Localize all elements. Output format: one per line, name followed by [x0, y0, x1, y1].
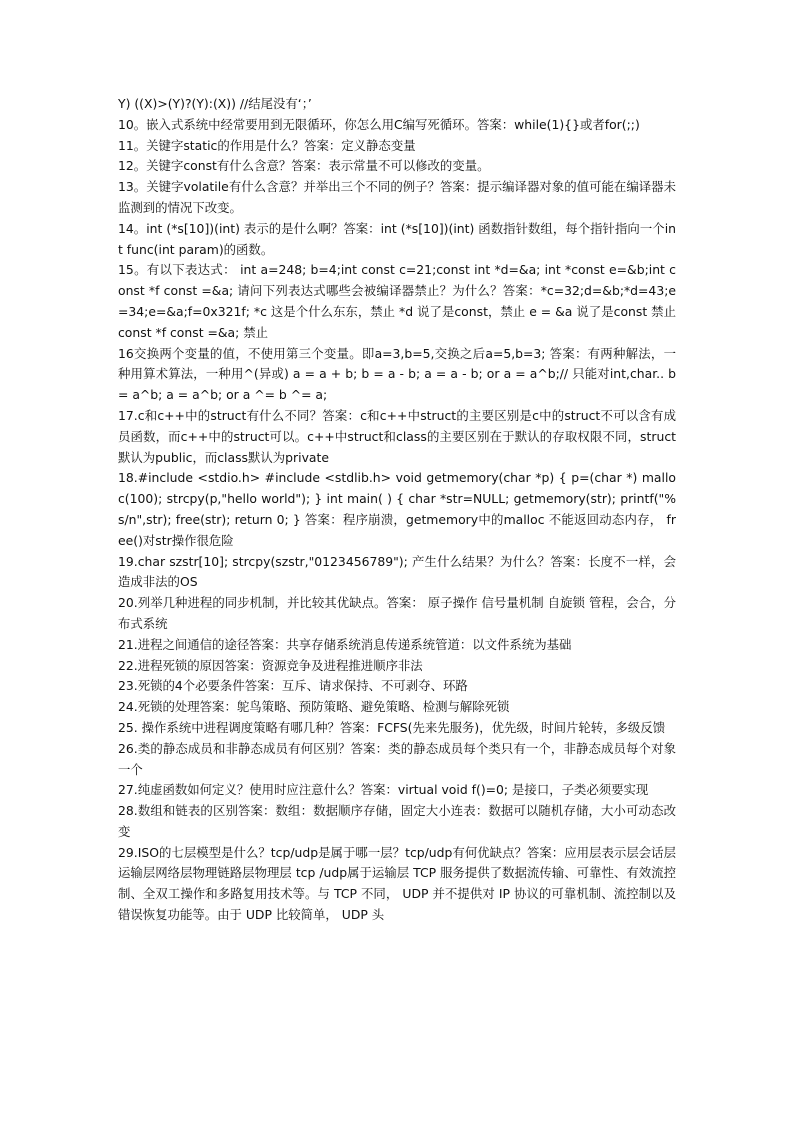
question-14: 14。int (*s[10])(int) 表示的是什么啊？答案：int (*s[10])(int) 函数指针数组，每个指针指向一个int func(int param)的函数。	[118, 220, 676, 257]
question-12: 12。关键字const有什么含意？答案：表示常量不可以修改的变量。	[118, 158, 490, 174]
question-29: 29.ISO的七层模型是什么？tcp/udp是属于哪一层？tcp/udp有何优缺点？答案：应用层表示层会话层运输层网络层物理链路层物理层 tcp /udp属于运输层 TCP 服务提供了数据流传输、可靠性、有效流控制、全双工操作和多路复用技术等。与 TCP 不同， UDP 并不提供对 IP 协议的可靠机制、流控制以及错误恢复功能等。由于 UDP 比较简单， UDP 头	[118, 844, 676, 923]
text-line: Y) ((X)>(Y)?(Y):(X)) //结尾没有‘；’	[118, 96, 312, 111]
document-page	[118, 94, 676, 926]
question-18: 18.#include <stdio.h> #include <stdlib.h> void getmemory(char *p) { p=(char *) malloc(100); strcpy(p,"hello world"); } int main( ) { char *str=NULL; getmemory(str); printf("%s/n",str); free(str); return 0; } 答案：程序崩溃，getmemory中的malloc 不能返回动态内存， free()对str操作很危险	[118, 470, 676, 548]
question-26: 26.类的静态成员和非静态成员有何区别？答案：类的静态成员每个类只有一个，非静态成员每个对象一个	[118, 740, 676, 777]
question-17: 17.c和c++中的struct有什么不同？答案：c和c++中struct的主要区别是c中的struct不可以含有成员函数，而c++中的struct可以。c++中struct和class的主要区别在于默认的存取权限不同，struct默认为public，而class默认为private	[118, 407, 676, 465]
question-27: 27.纯虚函数如何定义？使用时应注意什么？答案：virtual void f()=0; 是接口，子类必须要实现	[118, 782, 649, 798]
question-28: 28.数组和链表的区别答案：数组：数据顺序存储，固定大小连表：数据可以随机存储，大小可动态改变	[118, 803, 676, 839]
question-19: 19.char szstr[10]; strcpy(szstr,"0123456789"); 产生什么结果？为什么？答案：长度不一样，会造成非法的OS	[118, 553, 676, 590]
question-24: 24.死锁的处理答案：鸵鸟策略、预防策略、避免策略、检测与解除死锁	[118, 699, 510, 715]
question-25: 25. 操作系统中进程调度策略有哪几种？答案：FCFS(先来先服务)，优先级，时间片轮转，多级反馈	[118, 719, 666, 735]
question-16: 16交换两个变量的值，不使用第三个变量。即a=3,b=5,交换之后a=5,b=3; 答案：有两种解法，一种用算术算法，一种用^(异或) a = a + b; b = a - b; a = a - b; or a = a^b;// 只能对int,char.. b = a^b; a = a^b; or a ^= b ^= a;	[118, 345, 676, 403]
question-21: 21.进程之间通信的途径答案：共享存储系统消息传递系统管道：以文件系统为基础	[118, 636, 572, 652]
question-10: 10。嵌入式系统中经常要用到无限循环，你怎么用C编写死循环。答案：while(1){}或者for(;;)	[118, 116, 640, 132]
question-22: 22.进程死锁的原因答案：资源竞争及进程推进顺序非法	[118, 657, 423, 673]
question-15: 15。有以下表达式： int a=248; b=4;int const c=21;const int *d=&a; int *const e=&b;int const *f const =&a; 请问下列表达式哪些会被编译器禁止？为什么？答案：*c=32;d=&b;*d=43;e=34;e=&a;f=0x321f; *c 这是个什么东东，禁止 *d 说了是const，禁止 e = &a 说了是const 禁止 const *f const =&a; 禁止	[118, 262, 676, 340]
question-13: 13。关键字volatile有什么含意？并举出三个不同的例子？答案：提示编译器对象的值可能在编译器未监测到的情况下改变。	[118, 179, 676, 215]
question-20: 20.列举几种进程的同步机制，并比较其优缺点。答案： 原子操作 信号量机制 自旋锁 管程，会合，分布式系统	[118, 595, 676, 631]
question-11: 11。关键字static的作用是什么？答案：定义静态变量	[118, 137, 416, 153]
question-23: 23.死锁的4个必要条件答案：互斥、请求保持、不可剥夺、环路	[118, 678, 468, 694]
